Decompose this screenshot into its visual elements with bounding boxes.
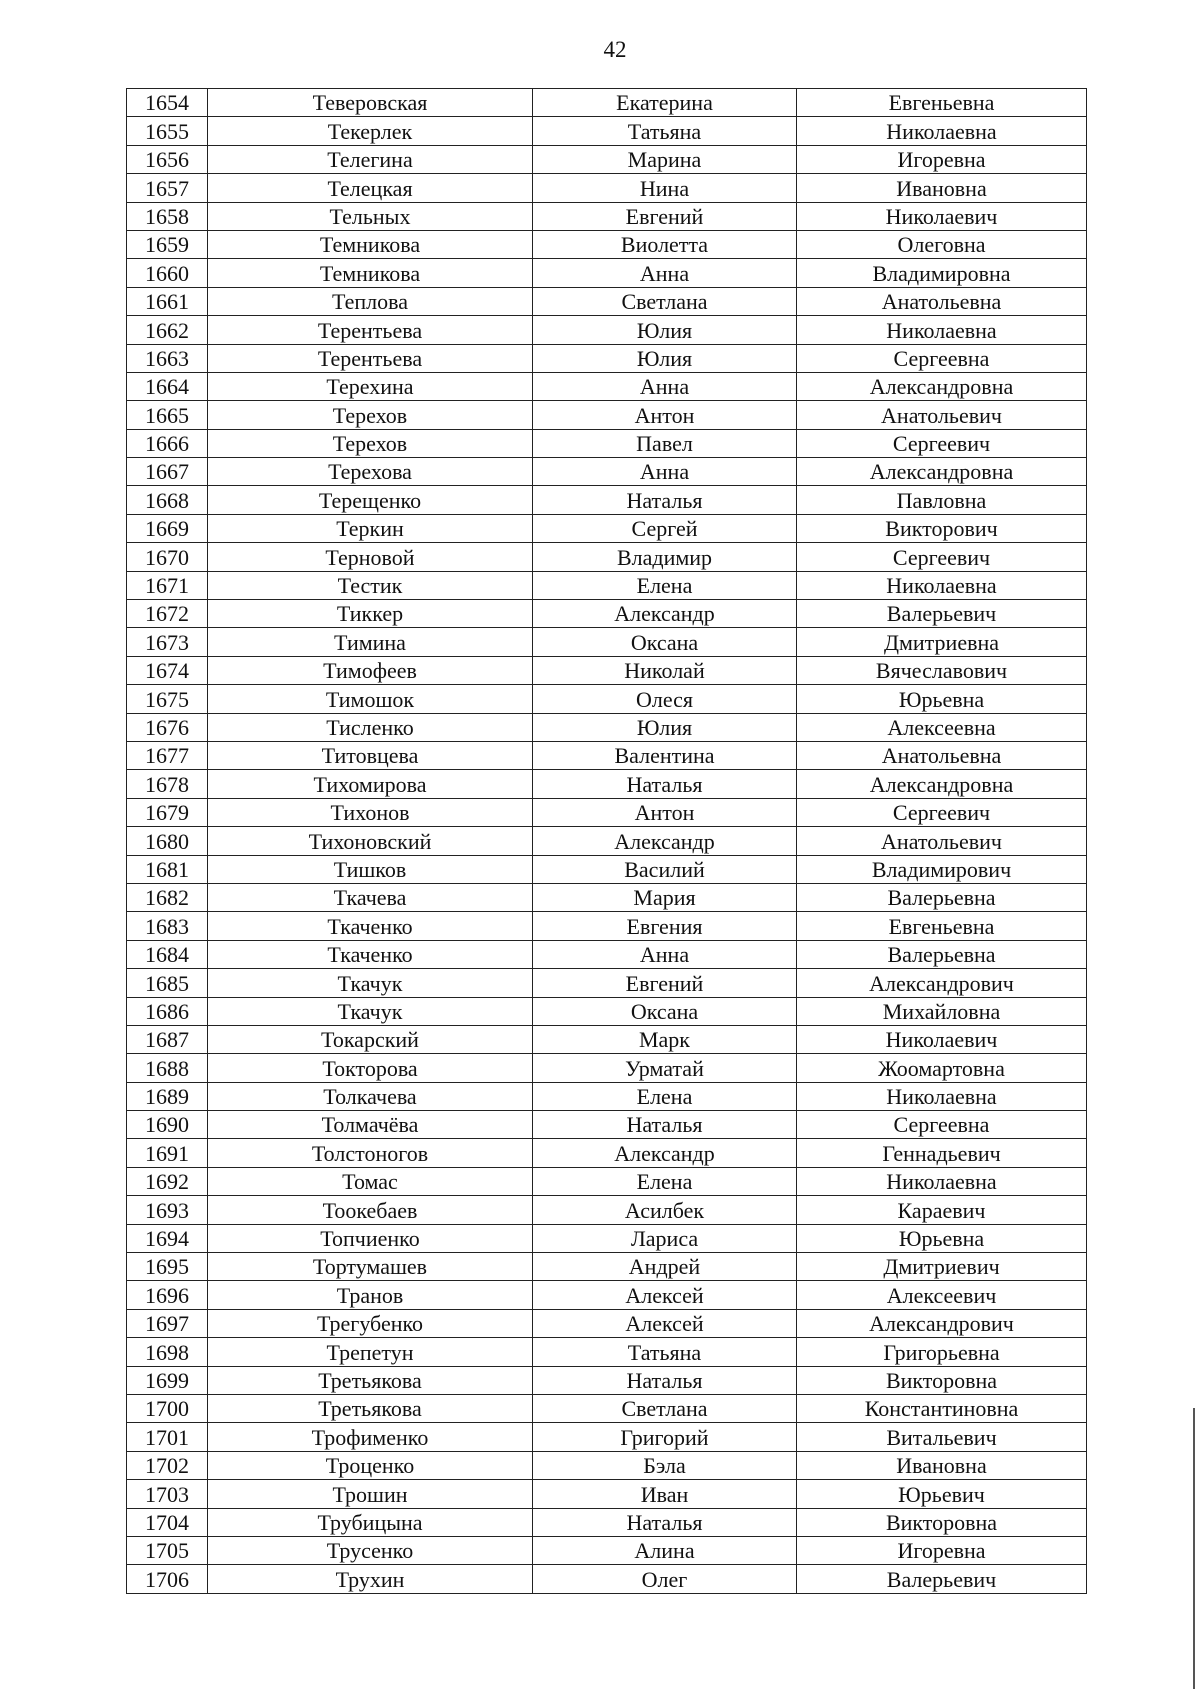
patronymic-cell: Жоомартовна — [797, 1054, 1087, 1082]
last-name-cell: Терехина — [208, 372, 533, 400]
table-row — [127, 514, 1087, 542]
row-number-cell: 1656 — [127, 145, 208, 173]
last-name-cell: Телегина — [208, 145, 533, 173]
first-name-cell: Евгений — [533, 202, 797, 230]
row-number-cell: 1686 — [127, 997, 208, 1025]
patronymic-cell: Николаевна — [797, 1082, 1087, 1110]
table-row — [127, 543, 1087, 571]
row-number-cell: 1671 — [127, 571, 208, 599]
last-name-cell: Трубицына — [208, 1508, 533, 1536]
row-number-cell: 1666 — [127, 429, 208, 457]
last-name-cell: Темникова — [208, 259, 533, 287]
last-name-cell: Теверовская — [208, 89, 533, 117]
table-row — [127, 571, 1087, 599]
last-name-cell: Текерлек — [208, 117, 533, 145]
first-name-cell: Оксана — [533, 997, 797, 1025]
first-name-cell: Анна — [533, 372, 797, 400]
first-name-cell: Андрей — [533, 1253, 797, 1281]
row-number-cell: 1661 — [127, 287, 208, 315]
table-row — [127, 969, 1087, 997]
table-row — [127, 1139, 1087, 1167]
table-row — [127, 230, 1087, 258]
last-name-cell: Толмачёва — [208, 1111, 533, 1139]
first-name-cell: Александр — [533, 827, 797, 855]
row-number-cell: 1679 — [127, 798, 208, 826]
table-row — [127, 713, 1087, 741]
table-row — [127, 1394, 1087, 1422]
row-number-cell: 1667 — [127, 458, 208, 486]
table-row — [127, 401, 1087, 429]
first-name-cell: Юлия — [533, 713, 797, 741]
last-name-cell: Трусенко — [208, 1536, 533, 1564]
table-row — [127, 912, 1087, 940]
scan-edge-line — [1193, 1408, 1195, 1689]
first-name-cell: Николай — [533, 656, 797, 684]
patronymic-cell: Дмитриевич — [797, 1253, 1087, 1281]
last-name-cell: Трепетун — [208, 1338, 533, 1366]
table-row — [127, 1082, 1087, 1110]
patronymic-cell: Олеговна — [797, 230, 1087, 258]
first-name-cell: Григорий — [533, 1423, 797, 1451]
row-number-cell: 1683 — [127, 912, 208, 940]
patronymic-cell: Николаевна — [797, 117, 1087, 145]
last-name-cell: Терещенко — [208, 486, 533, 514]
row-number-cell: 1672 — [127, 600, 208, 628]
patronymic-cell: Евгеньевна — [797, 89, 1087, 117]
patronymic-cell: Юрьевич — [797, 1480, 1087, 1508]
first-name-cell: Наталья — [533, 486, 797, 514]
patronymic-cell: Сергеевич — [797, 429, 1087, 457]
row-number-cell: 1685 — [127, 969, 208, 997]
first-name-cell: Евгения — [533, 912, 797, 940]
patronymic-cell: Сергеевна — [797, 344, 1087, 372]
patronymic-cell: Ивановна — [797, 174, 1087, 202]
last-name-cell: Трошин — [208, 1480, 533, 1508]
patronymic-cell: Александровна — [797, 770, 1087, 798]
last-name-cell: Трегубенко — [208, 1309, 533, 1337]
first-name-cell: Мария — [533, 883, 797, 911]
patronymic-cell: Сергеевич — [797, 543, 1087, 571]
last-name-cell: Терентьева — [208, 344, 533, 372]
patronymic-cell: Юрьевна — [797, 685, 1087, 713]
table-row — [127, 1508, 1087, 1536]
patronymic-cell: Григорьевна — [797, 1338, 1087, 1366]
row-number-cell: 1705 — [127, 1536, 208, 1564]
table-row — [127, 202, 1087, 230]
first-name-cell: Наталья — [533, 1508, 797, 1536]
first-name-cell: Оксана — [533, 628, 797, 656]
patronymic-cell: Александрович — [797, 969, 1087, 997]
last-name-cell: Терентьева — [208, 316, 533, 344]
row-number-cell: 1701 — [127, 1423, 208, 1451]
first-name-cell: Асилбек — [533, 1196, 797, 1224]
table-row — [127, 1281, 1087, 1309]
patronymic-cell: Николаевна — [797, 316, 1087, 344]
patronymic-cell: Константиновна — [797, 1394, 1087, 1422]
table-row — [127, 174, 1087, 202]
patronymic-cell: Анатольевич — [797, 401, 1087, 429]
row-number-cell: 1655 — [127, 117, 208, 145]
table-row — [127, 117, 1087, 145]
last-name-cell: Тельных — [208, 202, 533, 230]
first-name-cell: Олеся — [533, 685, 797, 713]
patronymic-cell: Вячеславович — [797, 656, 1087, 684]
first-name-cell: Елена — [533, 1167, 797, 1195]
table-row — [127, 1366, 1087, 1394]
first-name-cell: Антон — [533, 798, 797, 826]
roster-table-body — [127, 89, 1087, 1594]
table-row — [127, 685, 1087, 713]
table-row — [127, 940, 1087, 968]
last-name-cell: Тимина — [208, 628, 533, 656]
first-name-cell: Светлана — [533, 287, 797, 315]
last-name-cell: Транов — [208, 1281, 533, 1309]
first-name-cell: Екатерина — [533, 89, 797, 117]
first-name-cell: Елена — [533, 571, 797, 599]
patronymic-cell: Павловна — [797, 486, 1087, 514]
first-name-cell: Наталья — [533, 1366, 797, 1394]
first-name-cell: Василий — [533, 855, 797, 883]
row-number-cell: 1673 — [127, 628, 208, 656]
first-name-cell: Анна — [533, 458, 797, 486]
row-number-cell: 1669 — [127, 514, 208, 542]
first-name-cell: Анна — [533, 940, 797, 968]
table-row — [127, 1111, 1087, 1139]
row-number-cell: 1691 — [127, 1139, 208, 1167]
patronymic-cell: Алексеевна — [797, 713, 1087, 741]
table-row — [127, 259, 1087, 287]
table-row — [127, 1025, 1087, 1053]
row-number-cell: 1665 — [127, 401, 208, 429]
table-row — [127, 1253, 1087, 1281]
last-name-cell: Теплова — [208, 287, 533, 315]
patronymic-cell: Ивановна — [797, 1451, 1087, 1479]
table-row — [127, 458, 1087, 486]
row-number-cell: 1690 — [127, 1111, 208, 1139]
last-name-cell: Тишков — [208, 855, 533, 883]
table-row — [127, 486, 1087, 514]
last-name-cell: Токторова — [208, 1054, 533, 1082]
last-name-cell: Ткачук — [208, 997, 533, 1025]
patronymic-cell: Александровна — [797, 372, 1087, 400]
table-row — [127, 316, 1087, 344]
row-number-cell: 1695 — [127, 1253, 208, 1281]
table-row — [127, 1167, 1087, 1195]
row-number-cell: 1703 — [127, 1480, 208, 1508]
table-row — [127, 855, 1087, 883]
row-number-cell: 1657 — [127, 174, 208, 202]
roster-table — [126, 88, 1087, 1594]
last-name-cell: Терехова — [208, 458, 533, 486]
last-name-cell: Третьякова — [208, 1394, 533, 1422]
first-name-cell: Наталья — [533, 770, 797, 798]
table-row — [127, 798, 1087, 826]
first-name-cell: Юлия — [533, 344, 797, 372]
patronymic-cell: Дмитриевна — [797, 628, 1087, 656]
first-name-cell: Виолетта — [533, 230, 797, 258]
first-name-cell: Александр — [533, 1139, 797, 1167]
first-name-cell: Евгений — [533, 969, 797, 997]
row-number-cell: 1664 — [127, 372, 208, 400]
row-number-cell: 1684 — [127, 940, 208, 968]
table-row — [127, 145, 1087, 173]
last-name-cell: Ткачук — [208, 969, 533, 997]
last-name-cell: Тимошок — [208, 685, 533, 713]
row-number-cell: 1670 — [127, 543, 208, 571]
patronymic-cell: Николаевич — [797, 1025, 1087, 1053]
first-name-cell: Татьяна — [533, 1338, 797, 1366]
row-number-cell: 1694 — [127, 1224, 208, 1252]
table-row — [127, 883, 1087, 911]
last-name-cell: Третьякова — [208, 1366, 533, 1394]
row-number-cell: 1699 — [127, 1366, 208, 1394]
first-name-cell: Антон — [533, 401, 797, 429]
table-row — [127, 1480, 1087, 1508]
row-number-cell: 1689 — [127, 1082, 208, 1110]
first-name-cell: Павел — [533, 429, 797, 457]
patronymic-cell: Евгеньевна — [797, 912, 1087, 940]
patronymic-cell: Александрович — [797, 1309, 1087, 1337]
patronymic-cell: Михайловна — [797, 997, 1087, 1025]
table-row — [127, 89, 1087, 117]
last-name-cell: Тиккер — [208, 600, 533, 628]
table-row — [127, 1054, 1087, 1082]
patronymic-cell: Владимировна — [797, 259, 1087, 287]
patronymic-cell: Викторовна — [797, 1366, 1087, 1394]
patronymic-cell: Игоревна — [797, 145, 1087, 173]
row-number-cell: 1681 — [127, 855, 208, 883]
patronymic-cell: Николаевна — [797, 1167, 1087, 1195]
row-number-cell: 1654 — [127, 89, 208, 117]
table-row — [127, 770, 1087, 798]
last-name-cell: Тоокебаев — [208, 1196, 533, 1224]
table-row — [127, 1451, 1087, 1479]
patronymic-cell: Николаевна — [797, 571, 1087, 599]
row-number-cell: 1662 — [127, 316, 208, 344]
patronymic-cell: Викторович — [797, 514, 1087, 542]
row-number-cell: 1688 — [127, 1054, 208, 1082]
row-number-cell: 1675 — [127, 685, 208, 713]
patronymic-cell: Геннадьевич — [797, 1139, 1087, 1167]
patronymic-cell: Викторовна — [797, 1508, 1087, 1536]
last-name-cell: Тихомирова — [208, 770, 533, 798]
patronymic-cell: Владимирович — [797, 855, 1087, 883]
row-number-cell: 1678 — [127, 770, 208, 798]
first-name-cell: Татьяна — [533, 117, 797, 145]
table-row — [127, 1565, 1087, 1593]
table-row — [127, 1309, 1087, 1337]
first-name-cell: Елена — [533, 1082, 797, 1110]
last-name-cell: Тисленко — [208, 713, 533, 741]
last-name-cell: Ткачева — [208, 883, 533, 911]
table-row — [127, 628, 1087, 656]
first-name-cell: Сергей — [533, 514, 797, 542]
last-name-cell: Темникова — [208, 230, 533, 258]
last-name-cell: Терехов — [208, 429, 533, 457]
first-name-cell: Наталья — [533, 1111, 797, 1139]
table-row — [127, 344, 1087, 372]
patronymic-cell: Алексеевич — [797, 1281, 1087, 1309]
table-row — [127, 372, 1087, 400]
first-name-cell: Урматай — [533, 1054, 797, 1082]
row-number-cell: 1674 — [127, 656, 208, 684]
patronymic-cell: Анатольевич — [797, 827, 1087, 855]
first-name-cell: Юлия — [533, 316, 797, 344]
table-row — [127, 1536, 1087, 1564]
first-name-cell: Олег — [533, 1565, 797, 1593]
first-name-cell: Анна — [533, 259, 797, 287]
table-row — [127, 997, 1087, 1025]
patronymic-cell: Витальевич — [797, 1423, 1087, 1451]
first-name-cell: Владимир — [533, 543, 797, 571]
row-number-cell: 1698 — [127, 1338, 208, 1366]
table-row — [127, 741, 1087, 769]
table-row — [127, 1196, 1087, 1224]
first-name-cell: Алексей — [533, 1309, 797, 1337]
row-number-cell: 1676 — [127, 713, 208, 741]
patronymic-cell: Валерьевич — [797, 600, 1087, 628]
last-name-cell: Трухин — [208, 1565, 533, 1593]
row-number-cell: 1700 — [127, 1394, 208, 1422]
first-name-cell: Лариса — [533, 1224, 797, 1252]
row-number-cell: 1658 — [127, 202, 208, 230]
patronymic-cell: Александровна — [797, 458, 1087, 486]
patronymic-cell: Валерьевна — [797, 940, 1087, 968]
patronymic-cell: Валерьевна — [797, 883, 1087, 911]
last-name-cell: Томас — [208, 1167, 533, 1195]
last-name-cell: Терехов — [208, 401, 533, 429]
last-name-cell: Толкачева — [208, 1082, 533, 1110]
table-row — [127, 1423, 1087, 1451]
last-name-cell: Телецкая — [208, 174, 533, 202]
row-number-cell: 1660 — [127, 259, 208, 287]
row-number-cell: 1668 — [127, 486, 208, 514]
row-number-cell: 1680 — [127, 827, 208, 855]
patronymic-cell: Юрьевна — [797, 1224, 1087, 1252]
row-number-cell: 1697 — [127, 1309, 208, 1337]
last-name-cell: Тортумашев — [208, 1253, 533, 1281]
last-name-cell: Терновой — [208, 543, 533, 571]
first-name-cell: Алексей — [533, 1281, 797, 1309]
first-name-cell: Валентина — [533, 741, 797, 769]
row-number-cell: 1687 — [127, 1025, 208, 1053]
first-name-cell: Марк — [533, 1025, 797, 1053]
last-name-cell: Тестик — [208, 571, 533, 599]
row-number-cell: 1682 — [127, 883, 208, 911]
patronymic-cell: Анатольевна — [797, 741, 1087, 769]
row-number-cell: 1693 — [127, 1196, 208, 1224]
last-name-cell: Ткаченко — [208, 940, 533, 968]
patronymic-cell: Игоревна — [797, 1536, 1087, 1564]
table-row — [127, 1338, 1087, 1366]
table-row — [127, 656, 1087, 684]
patronymic-cell: Валерьевич — [797, 1565, 1087, 1593]
last-name-cell: Тихоновский — [208, 827, 533, 855]
last-name-cell: Токарский — [208, 1025, 533, 1053]
patronymic-cell: Сергеевич — [797, 798, 1087, 826]
page-number: 42 — [603, 37, 627, 62]
first-name-cell: Иван — [533, 1480, 797, 1508]
first-name-cell: Нина — [533, 174, 797, 202]
row-number-cell: 1692 — [127, 1167, 208, 1195]
table-row — [127, 827, 1087, 855]
patronymic-cell: Анатольевна — [797, 287, 1087, 315]
first-name-cell: Бэла — [533, 1451, 797, 1479]
last-name-cell: Трофименко — [208, 1423, 533, 1451]
first-name-cell: Светлана — [533, 1394, 797, 1422]
row-number-cell: 1659 — [127, 230, 208, 258]
last-name-cell: Топчиенко — [208, 1224, 533, 1252]
patronymic-cell: Караевич — [797, 1196, 1087, 1224]
last-name-cell: Толстоногов — [208, 1139, 533, 1167]
row-number-cell: 1696 — [127, 1281, 208, 1309]
table-row — [127, 600, 1087, 628]
row-number-cell: 1706 — [127, 1565, 208, 1593]
table-row — [127, 287, 1087, 315]
first-name-cell: Марина — [533, 145, 797, 173]
last-name-cell: Тихонов — [208, 798, 533, 826]
row-number-cell: 1704 — [127, 1508, 208, 1536]
last-name-cell: Ткаченко — [208, 912, 533, 940]
last-name-cell: Теркин — [208, 514, 533, 542]
table-row — [127, 429, 1087, 457]
row-number-cell: 1702 — [127, 1451, 208, 1479]
first-name-cell: Алина — [533, 1536, 797, 1564]
table-row — [127, 1224, 1087, 1252]
patronymic-cell: Николаевич — [797, 202, 1087, 230]
first-name-cell: Александр — [533, 600, 797, 628]
last-name-cell: Титовцева — [208, 741, 533, 769]
last-name-cell: Тимофеев — [208, 656, 533, 684]
row-number-cell: 1663 — [127, 344, 208, 372]
last-name-cell: Троценко — [208, 1451, 533, 1479]
patronymic-cell: Сергеевна — [797, 1111, 1087, 1139]
row-number-cell: 1677 — [127, 741, 208, 769]
